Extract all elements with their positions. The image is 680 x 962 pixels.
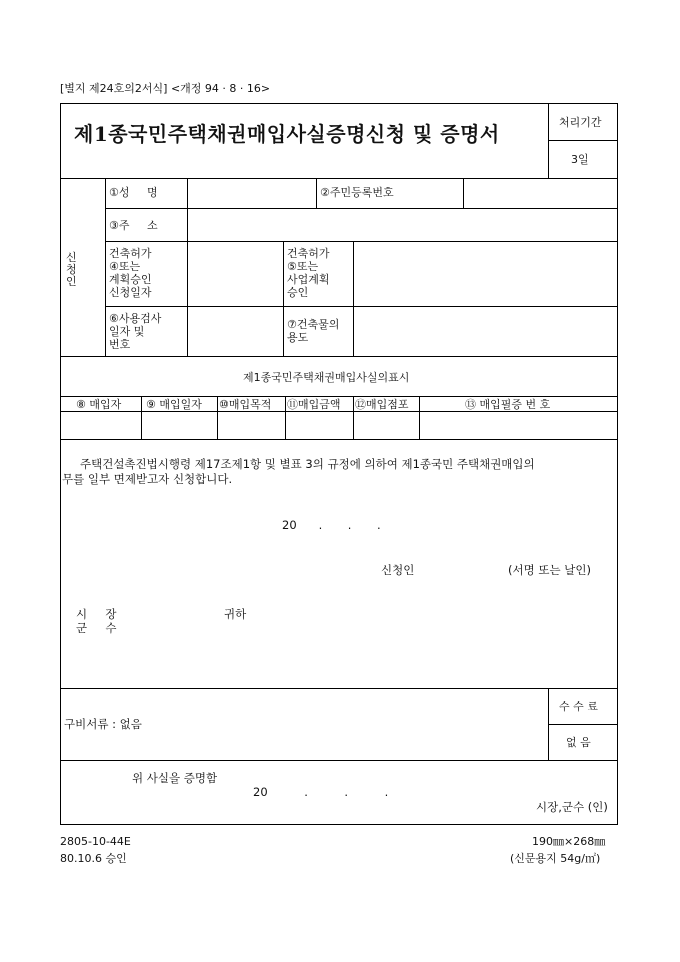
permit-approval-label: 건축허가 ⑤또는 사업계획 승인: [287, 247, 330, 299]
building-usage-label: ⑦건축물의 용도: [287, 318, 340, 344]
fee-value: 없 음: [566, 736, 591, 749]
header-note: [별지 제24호의2서식] <개정 94 · 8 · 16>: [60, 82, 271, 95]
resident-id-label: ②주민등록번호: [320, 186, 394, 199]
purchase-heading: 제1종국민주택채권매입사실의표시: [243, 371, 410, 384]
applicant-label: 신청인: [381, 563, 415, 577]
statement-line-2: 무를 일부 면제받고자 신청합니다.: [62, 472, 233, 486]
name-label: ①성 명: [109, 186, 158, 199]
fee-label: 수 수 료: [559, 700, 598, 713]
certification-date: 20 . . .: [253, 785, 389, 799]
col-purchase-purpose: ⑩매입목적: [219, 398, 272, 411]
paper-type: (신문용지 54g/㎡): [510, 852, 601, 865]
col-certificate-number: ⑬ 매입필증 번 호: [465, 398, 551, 411]
processing-period-value: 3일: [571, 153, 589, 166]
permit-date-label: 건축허가 ④또는 계획승인 신청일자: [109, 247, 152, 299]
form-title: 제1종국민주택채권매입사실증명신청 및 증명서: [74, 122, 500, 146]
processing-period-label: 처리기간: [559, 116, 602, 129]
certification-issuer: 시장,군수 (인): [536, 800, 608, 814]
application-date: 20 . . .: [282, 518, 381, 532]
signature-note: (서명 또는 날인): [508, 563, 591, 577]
col-purchase-branch: ⑫매입점포: [355, 398, 409, 411]
honorific: 귀하: [224, 607, 247, 621]
col-purchase-date: ⑨ 매입일자: [146, 398, 202, 411]
col-purchase-amount: ⑪매입금액: [287, 398, 341, 411]
inspection-label: ⑥사용검사 일자 및 번호: [109, 312, 162, 351]
paper-size: 190㎜×268㎜: [532, 835, 606, 848]
recipient-mayor: 시 장: [76, 607, 117, 621]
form-code: 2805-10-44E: [60, 835, 131, 848]
col-purchaser: ⑧ 매입자: [76, 398, 122, 411]
required-documents: 구비서류 : 없음: [64, 717, 142, 731]
statement-line-1: 주택건설촉진법시행령 제17조제1항 및 별표 3의 규정에 의하여 제1종국민 주택채권매입의: [80, 457, 535, 471]
certification-text: 위 사실을 증명함: [132, 771, 218, 785]
address-label: ③주 소: [109, 219, 158, 232]
applicant-section-label: 신 청 인: [66, 251, 77, 288]
recipient-governor: 군 수: [76, 621, 117, 635]
approval-date: 80.10.6 승인: [60, 852, 127, 865]
